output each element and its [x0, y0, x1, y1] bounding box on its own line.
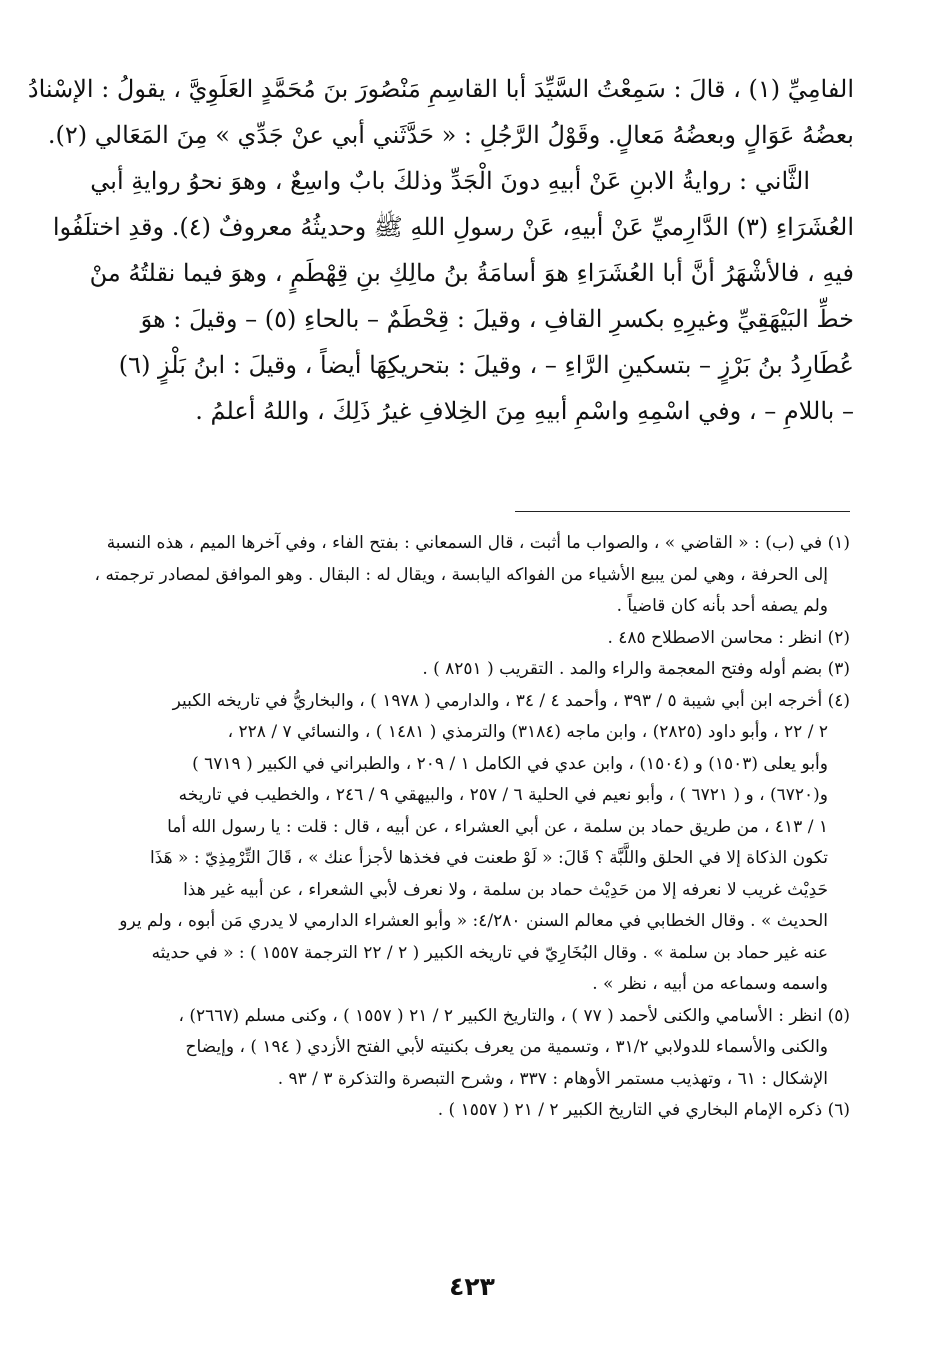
footnote-line: (١) في (ب) : « القاضي » ، والصواب ما أثبت ، قال السمعاني : بفتح الفاء ، وفي آخرها الميم ، هذه النسبة: [106, 533, 850, 553]
footnote-line: تكون الذكاة إلا في الحلق واللَّبَّة ؟ قَالَ: « لَوْ طعنت في فخذها لأجزأ عنك » ، قَالَ التِّرْمِذِيّ : « هَذَا: [150, 848, 828, 868]
footnote-line: وأبو يعلى (١٥٠٣) و (١٥٠٤) ، وابن عدي في الكامل ١ / ٢٠٩ ، والطبراني في الكبير ( ٦٧١٩ ): [192, 753, 828, 774]
main-text-line: الفامِيِّ (١) ، قالَ : سَمِعْتُ السَّيِّدَ أبا القاسِمِ مَنْصُورَ بنَ مُحَمَّدٍ العَلَوِيَّ ، يقولُ : الإسْنادُ: [27, 75, 854, 103]
footnote-line: ٢ / ٢٢ ، وأبو داود (٢٨٢٥) ، وابن ماجه (٣١٨٤) والترمذي ( ١٤٨١ ) ، والنسائي ٧ / ٢٢٨ ،: [227, 722, 828, 742]
main-text-line: فيهِ ، فالأشْهَرُ أنَّ أبا العُشَرَاءِ هوَ أسامَةُ بنُ مالِكِ بنِ قِهْطَمٍ ، وهوَ فيما نقلتُهُ منْ: [89, 259, 854, 287]
footnote-line: (٣) بضم أوله وفتح المعجمة والراء والمد . التقريب ( ٨٢٥١ ) .: [422, 659, 850, 679]
main-text-line: خطِّ البَيْهَقِيِّ وغيرِهِ بكسرِ القافِ ، وقيلَ : قِحْطَمٌ – بالحاءِ (٥) – وقيلَ : هوَ: [140, 305, 854, 333]
page-number: ٤٢٣: [449, 1272, 495, 1301]
footnote-line: (٢) انظر : محاسن الاصطلاح ٤٨٥ .: [607, 627, 850, 648]
footnote-line: و(٦٧٢٠) ، و ( ٦٧٢١ ) ، وأبو نعيم في الحلية ٦ / ٢٥٧ ، والبيهقي ٩ / ٢٤٦ ، والخطيب في تاريخه: [178, 785, 828, 805]
footnote-line: (٦) ذكره الإمام البخاري في التاريخ الكبير ٢ / ٢١ ( ١٥٥٧ ) .: [437, 1100, 850, 1120]
footnote-line: الحديث » . وقال الخطابي في معالم السنن ٤/٢٨٠: « وأبو العشراء الدارمي لا يدري مَن أبوه ، ولم يرو: [119, 911, 828, 931]
footnote-line: الإشكال : ٦١ ، وتهذيب مستمر الأوهام : ٣٣٧ ، وشرح التبصرة والتذكرة ٣ / ٩٣ .: [277, 1068, 828, 1089]
footnote-line: والكنى والأسماء للدولابي ٣١/٢ ، وتسمية من يعرف بكنيته لأبي الفتح الأزدي ( ١٩٤ ) ، وإيضاح: [185, 1037, 828, 1057]
main-text-line: – باللامِ – ، وفي اسْمِهِ واسْمِ أبيهِ مِنَ الخِلافِ غيرُ ذَلِكَ ، واللهُ أعلمُ .: [195, 397, 854, 425]
footnote-line: حَدِيْث غريب لا نعرفه إلا من حَدِيْث حماد بن سلمة ، ولا نعرف لأبي الشعراء ، عن أبيه غير هذا: [183, 879, 828, 900]
footnote-line: ولم يصفه أحد بأنه كان قاضياً .: [616, 596, 828, 616]
main-text-line: بعضُهُ عَوَالٍ وبعضُهُ مَعالٍ. وقَوْلُ الرَّجُلِ : « حَدَّثَني أبي عنْ جَدِّي » مِنَ المَعَالي (٢).: [47, 121, 854, 149]
footnote-line: ١ / ٤١٣ ، من طريق حماد بن سلمة ، عن أبي العشراء ، عن أبيه ، قال : قلت : يا رسول الله أما: [167, 816, 828, 837]
footnote-line: واسمه وسماعه من أبيه ، نظر » .: [592, 974, 828, 994]
footnote-line: إلى الحرفة ، وهي لمن يبيع الأشياء من الفواكه اليابسة ، ويقال له : البقال . وهو الموافق لمصادر ترجمته ،: [94, 564, 828, 585]
footnote-line: عنه غير حماد بن سلمة » . وقال البُخَارِيّ في تاريخه الكبير ( ٢ / ٢٢ الترجمة ١٥٥٧ ) : « في حديثه: [151, 942, 828, 963]
main-text-line: العُشَرَاءِ (٣) الدَّارِميِّ عَنْ أبيهِ، عَنْ رسولِ اللهِ ﷺ وحديثُهُ معروفٌ (٤). وقدِ اختلَفُوا: [52, 213, 854, 241]
footnotes-block: [74, 528, 850, 1127]
main-text-line: الثَّاني : روايةُ الابنِ عَنْ أبيهِ دونَ الْجَدِّ وذلكَ بابٌ واسِعٌ ، وهوَ نحوُ روايةِ أبي: [90, 167, 810, 195]
footnote-line: (٥) انظر : الأسامي والكنى لأحمد ( ٧٧ ) ، والتاريخ الكبير ٢ / ٢١ ( ١٥٥٧ ) ، وكنى مسلم (٢٦٦٧) ،: [178, 1005, 850, 1026]
main-text-line: عُطَارِدُ بنُ بَرْزٍ – بتسكينِ الرَّاءِ – ، وقيلَ : بتحريكِهَا أيضاً ، وقيلَ : ابنُ بَلْزٍ (٦): [118, 351, 854, 379]
footnote-separator: [515, 511, 850, 512]
main-text-block: [27, 66, 854, 434]
footnote-line: (٤) أخرجه ابن أبي شيبة ٥ / ٣٩٣ ، وأحمد ٤ / ٣٤ ، والدارمي ( ١٩٧٨ ) ، والبخاريُّ في تاريخه الكبير: [172, 690, 850, 711]
